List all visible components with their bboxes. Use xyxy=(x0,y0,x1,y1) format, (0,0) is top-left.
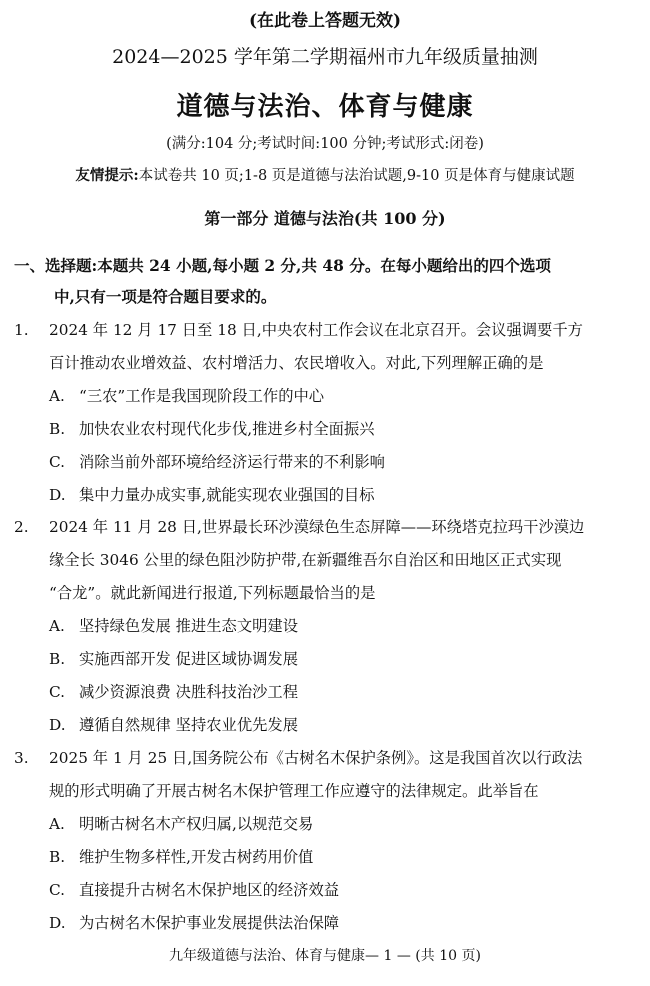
section-line-2: 中,只有一项是符合题目要求的。 xyxy=(54,287,277,306)
subject-title: 道德与法治、体育与健康 xyxy=(176,92,474,122)
invalid-answer-notice: (在此卷上答题无效) xyxy=(248,11,402,31)
friendly-tip xyxy=(0,164,650,185)
question-stem-line: 缘全长 3046 公里的绿色阻沙防护带,在新疆维吾尔自治区和田地区正式实现 xyxy=(49,551,562,569)
question-stem-line: “合龙”。就此新闻进行报道,下列标题最恰当的是 xyxy=(49,584,376,602)
section-line-1: 一、选择题:本题共 24 小题,每小题 2 分,共 48 分。在每小题给出的四个选项 xyxy=(14,256,551,275)
tip-text: 本试卷共 10 页;1-8 页是道德与法治试题,9-10 页是体育与健康试题 xyxy=(138,168,575,184)
option-d[interactable]: D. 集中力量办成实事,就能实现农业强国的目标 xyxy=(49,486,375,504)
exam-title: 2024—2025 学年第二学期福州市九年级质量抽测 xyxy=(112,46,538,68)
question-stem-line: 3. 2025 年 1 月 25 日,国务院公布《古树名木保护条例》。这是我国首次以行政法 xyxy=(14,742,638,775)
option-d[interactable]: D. 遵循自然规律 坚持农业优先发展 xyxy=(49,716,299,734)
part-title: 第一部分 道德与法治(共 100 分) xyxy=(204,209,446,228)
option-c[interactable]: C. 消除当前外部环境给经济运行带来的不利影响 xyxy=(49,453,385,471)
option-c[interactable]: C. 直接提升古树名木保护地区的经济效益 xyxy=(49,881,340,899)
question-stem-line: 2. 2024 年 11 月 28 日,世界最长环沙漠绿色生态屏障——环绕塔克拉玛干沙漠边 xyxy=(14,511,638,544)
option-a[interactable]: A. 坚持绿色发展 推进生态文明建设 xyxy=(49,617,299,635)
question-3 xyxy=(14,742,638,940)
section-instructions xyxy=(14,250,638,312)
question-stem-line: 规的形式明确了开展古树名木保护管理工作应遵守的法律规定。此举旨在 xyxy=(49,782,539,800)
option-a[interactable]: A. 明晰古树名木产权归属,以规范交易 xyxy=(49,815,314,833)
question-stem-line: 百计推动农业增效益、农村增活力、农民增收入。对此,下列理解正确的是 xyxy=(49,354,544,372)
question-number: 2. xyxy=(14,518,29,536)
tip-label: 友情提示: xyxy=(75,167,139,184)
option-b[interactable]: B. 实施西部开发 促进区域协调发展 xyxy=(49,650,299,668)
question-2 xyxy=(14,511,638,742)
option-c[interactable]: C. 减少资源浪费 决胜科技治沙工程 xyxy=(49,683,299,701)
question-stem-line: 1. 2024 年 12 月 17 日至 18 日,中央农村工作会议在北京召开。会议强调要千方 xyxy=(14,314,638,347)
option-b[interactable]: B. 维护生物多样性,开发古树药用价值 xyxy=(49,848,314,866)
exam-meta: (满分:104 分;考试时间:100 分钟;考试形式:闭卷) xyxy=(166,136,484,152)
question-number: 1. xyxy=(14,321,29,339)
option-a[interactable]: A. “三农”工作是我国现阶段工作的中心 xyxy=(49,387,325,405)
question-1 xyxy=(14,314,638,512)
option-d[interactable]: D. 为古树名木保护事业发展提供法治保障 xyxy=(49,914,340,932)
page-footer: 九年级道德与法治、体育与健康— 1 — (共 10 页) xyxy=(169,948,481,964)
question-number: 3. xyxy=(14,749,29,767)
option-b[interactable]: B. 加快农业农村现代化步伐,推进乡村全面振兴 xyxy=(49,420,375,438)
